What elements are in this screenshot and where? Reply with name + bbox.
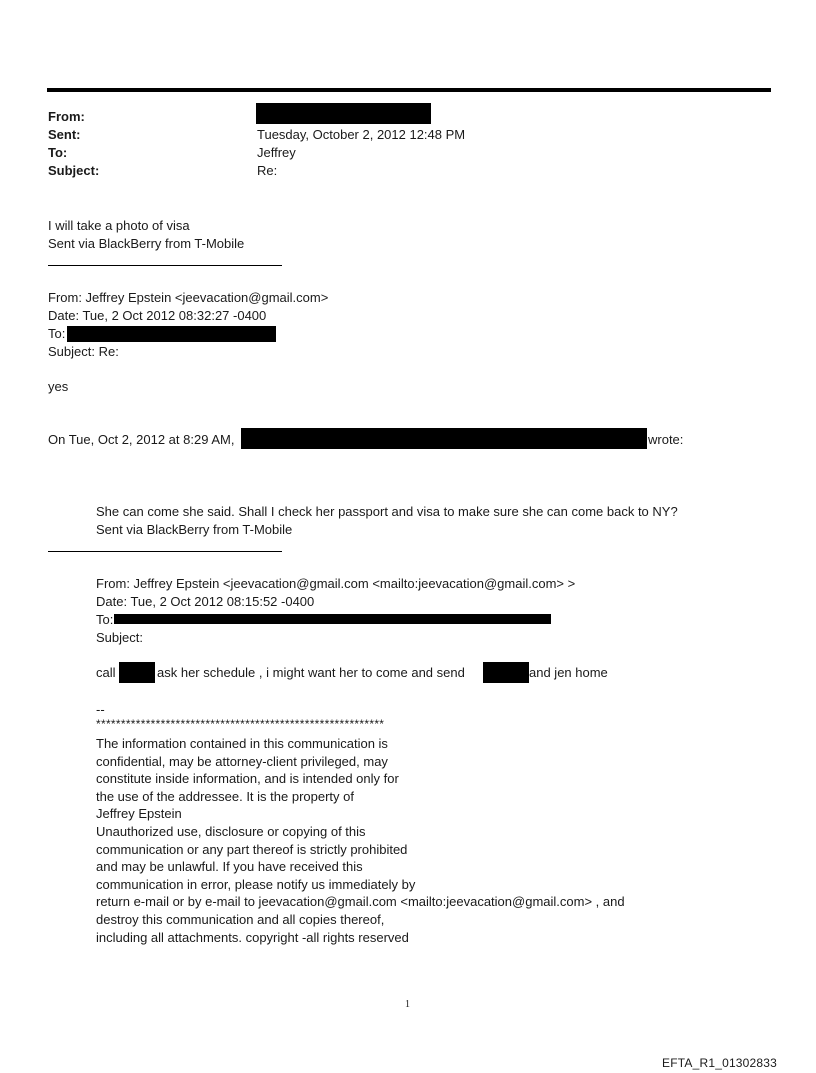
quoted3-subject: Subject: xyxy=(96,630,143,645)
separator-1 xyxy=(48,265,282,266)
quoted1-to: To: xyxy=(48,326,66,341)
quoted3-from: From: Jeffrey Epstein <jeevacation@gmail.com <mailto:jeevacation@gmail.com> > xyxy=(96,576,576,591)
call-redaction-2 xyxy=(483,662,529,683)
disclaimer-line: communication in error, please notify us immediately by xyxy=(96,876,416,892)
disclaimer-line: confidential, may be attorney-client privileged, may xyxy=(96,753,388,769)
body-line-1: I will take a photo of visa xyxy=(48,218,190,233)
body-line-2: Sent via BlackBerry from T-Mobile xyxy=(48,236,245,251)
subject-label: Subject: xyxy=(48,163,100,178)
on-wrote-redaction xyxy=(241,428,647,449)
sent-value: Tuesday, October 2, 2012 12:48 PM xyxy=(257,127,466,142)
from-label: From: xyxy=(48,109,85,124)
disclaimer-line: including all attachments. copyright -all rights reserved xyxy=(96,929,409,945)
subject-value: Re: xyxy=(257,163,278,178)
document-id: EFTA_R1_01302833 xyxy=(662,1056,778,1070)
signature-dash: -- xyxy=(96,702,105,717)
disclaimer-line: communication or any part thereof is strictly prohibited xyxy=(96,841,408,857)
quoted3-to: To: xyxy=(96,612,114,627)
on-wrote-suffix: wrote: xyxy=(648,432,684,447)
disclaimer-line: The information contained in this communication is xyxy=(96,736,388,751)
to-label: To: xyxy=(48,145,68,160)
call-redaction-1 xyxy=(119,662,155,683)
quoted1-from: From: Jeffrey Epstein <jeevacation@gmail.com> xyxy=(48,290,329,305)
disclaimer xyxy=(96,735,625,946)
quoted2-line-2: Sent via BlackBerry from T-Mobile xyxy=(96,522,293,537)
call-text-a: call xyxy=(96,665,116,680)
quoted2-line-1: She can come she said. Shall I check her passport and visa to make sure she can come back to NY? xyxy=(96,504,678,519)
quoted3-date: Date: Tue, 2 Oct 2012 08:15:52 -0400 xyxy=(96,594,315,609)
disclaimer-line: the use of the addressee. It is the property of xyxy=(96,788,354,804)
separator-2 xyxy=(48,551,282,552)
quoted1-to-redaction xyxy=(67,326,276,342)
disclaimer-line: Unauthorized use, disclosure or copying of this xyxy=(96,823,366,839)
header-rule xyxy=(47,88,771,92)
disclaimer-line: Jeffrey Epstein xyxy=(96,806,182,822)
quoted3-to-redaction xyxy=(114,614,551,624)
signature-stars: ********************************************************** xyxy=(96,717,385,731)
call-text-c: and jen home xyxy=(529,665,608,680)
disclaimer-line: return e-mail or by e-mail to jeevacation@gmail.com <mailto:jeevacation@gmail.com> , and xyxy=(96,894,625,910)
disclaimer-line: and may be unlawful. If you have received this xyxy=(96,859,363,875)
call-text-b: ask her schedule , i might want her to come and send xyxy=(157,665,465,680)
page-number: 1 xyxy=(405,999,410,1010)
sent-label: Sent: xyxy=(48,127,81,142)
on-wrote-prefix: On Tue, Oct 2, 2012 at 8:29 AM, xyxy=(48,432,235,447)
disclaimer-line: destroy this communication and all copies thereof, xyxy=(96,911,385,927)
to-value: Jeffrey xyxy=(257,145,296,160)
from-redaction xyxy=(256,103,431,124)
quoted1-date: Date: Tue, 2 Oct 2012 08:32:27 -0400 xyxy=(48,308,267,323)
disclaimer-line: constitute inside information, and is intended only for xyxy=(96,771,399,787)
quoted1-text: yes xyxy=(48,379,69,394)
quoted1-subject: Subject: Re: xyxy=(48,344,119,359)
